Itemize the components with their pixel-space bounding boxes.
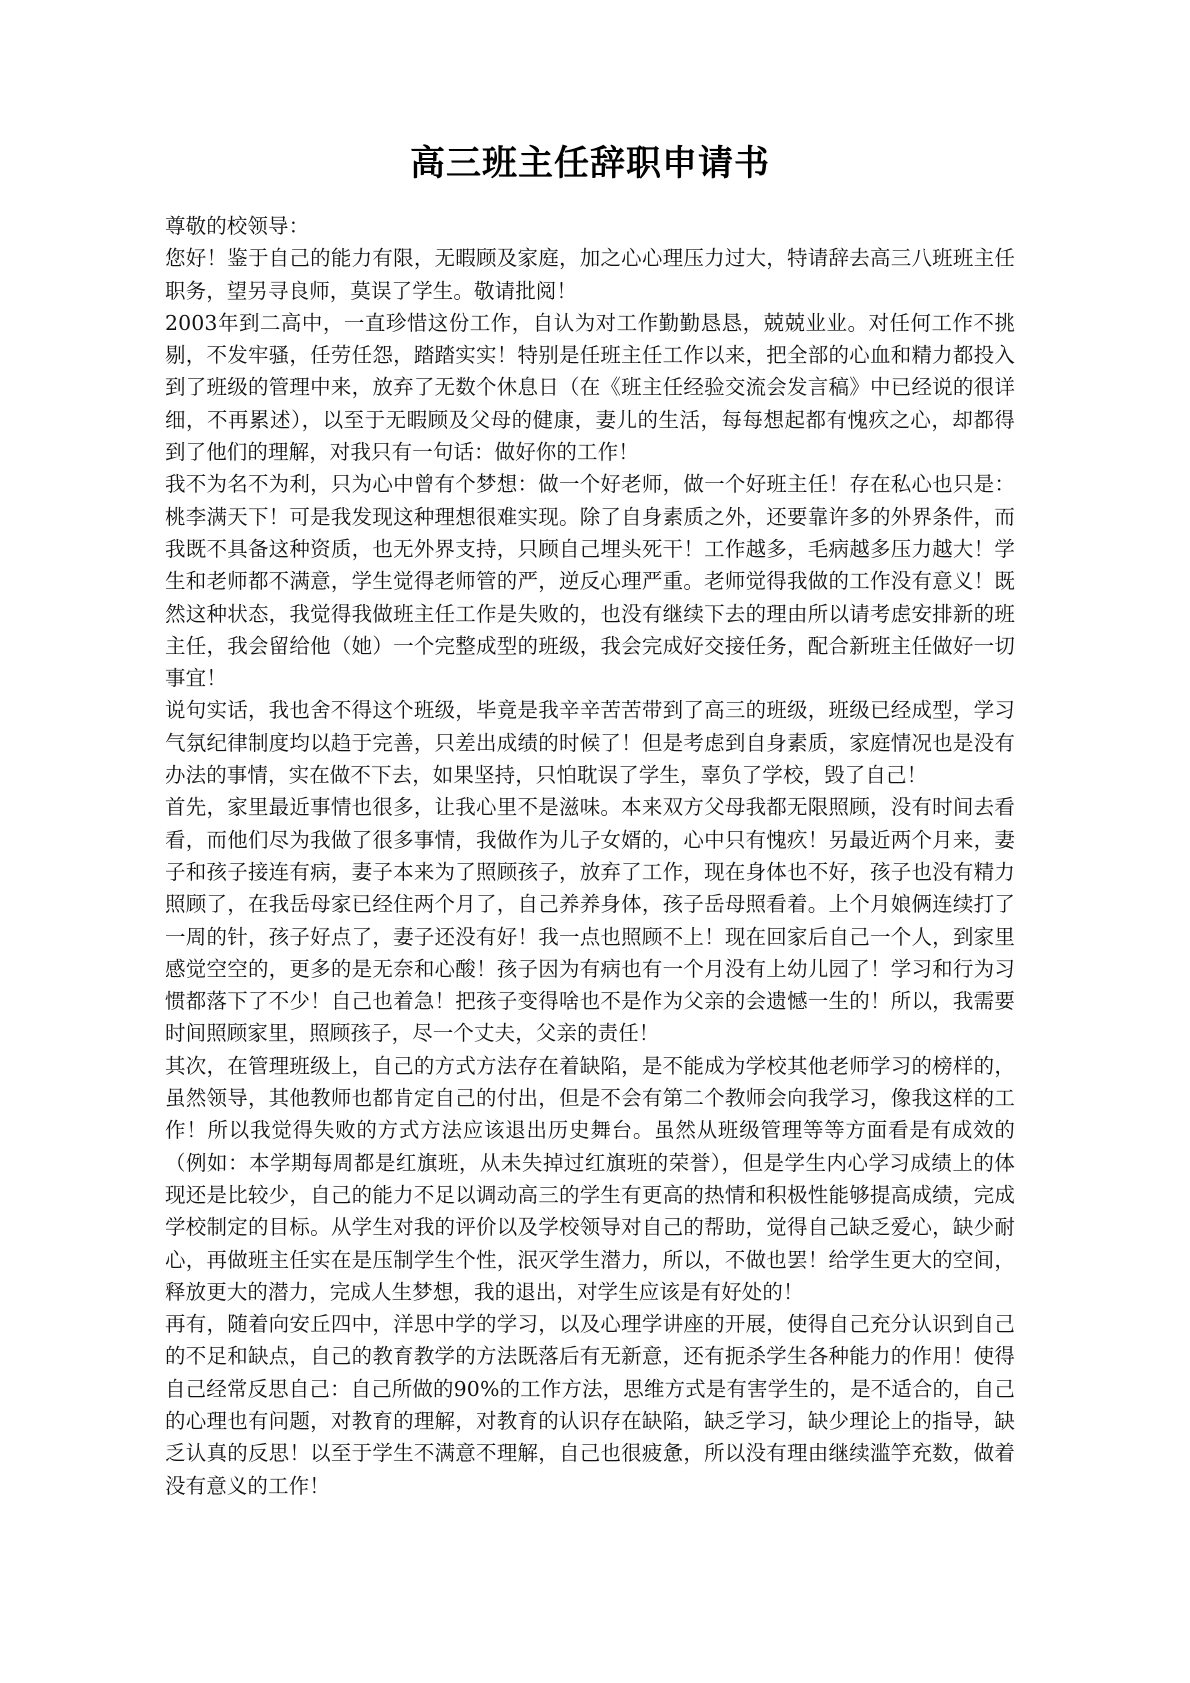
paragraph-reflection: 再有，随着向安丘四中，洋思中学的学习，以及心理学讲座的开展，使得自己充分认识到自己的不足和缺点，自己的教育教学的方法既落后有无新意，还有扼杀学生各种能力的作用！使得自己经常反思自己：自己所做的90%的工作方法，思维方式是有害学生的，是不适合的，自己的心理也有问题，对教育的理解，对教育的认识存在缺陷，缺乏学习，缺少理论上的指导，缺乏认真的反思！以至于学生不满意不理解，自己也很疲惫，所以没有理由继续滥竽充数，做着没有意义的工作！ [165, 1312, 1015, 1498]
paragraph-management: 其次，在管理班级上，自己的方式方法存在着缺陷，是不能成为学校其他老师学习的榜样的，虽然领导，其他教师也都肯定自己的付出，但是不会有第二个教师会向我学习，像我这样的工作！所以我觉得失败的方式方法应该退出历史舞台。虽然从班级管理等等方面看是有成效的（例如：本学期每周都是红旗班，从未失掉过红旗班的荣誉），但是学生内心学习成绩上的体现还是比较少，自己的能力不足以调动高三的学生有更高的热情和积极性能够提高成绩，完成学校制定的目标。从学生对我的评价以及学校领导对自己的帮助，觉得自己缺乏爱心，缺少耐心，再做班主任实在是压制学生个性，泯灭学生潜力，所以，不做也罢！给学生更大的空间，释放更大的潜力，完成人生梦想，我的退出，对学生应该是有好处的！ [165, 1053, 1015, 1304]
paragraph-reluctance: 说句实话，我也舍不得这个班级，毕竟是我辛辛苦苦带到了高三的班级，班级已经成型，学习气氛纪律制度均以趋于完善，只差出成绩的时候了！但是考虑到自身素质，家庭情况也是没有办法的事情，实在做不下去，如果坚持，只怕耽误了学生，辜负了学校，毁了自己！ [165, 698, 1015, 788]
paragraph-family: 首先，家里最近事情也很多，让我心里不是滋味。本来双方父母我都无限照顾，没有时间去看看，而他们尽为我做了很多事情，我做作为儿子女婿的，心中只有愧疚！另最近两个月来，妻子和孩子接连有病，妻子本来为了照顾孩子，放弃了工作，现在身体也不好，孩子也没有精力照顾了，在我岳母家已经住两个月了，自己养养身体，孩子岳母照看着。上个月娘俩连续打了一周的针，孩子好点了，妻子还没有好！我一点也照顾不上！现在回家后自己一个人，到家里感觉空空的，更多的是无奈和心酸！孩子因为有病也有一个月没有上幼儿园了！学习和行为习惯都落下了不少！自己也着急！把孩子变得啥也不是作为父亲的会遗憾一生的！所以，我需要时间照顾家里，照顾孩子，尽一个丈夫，父亲的责任！ [165, 795, 1015, 1046]
document-body [165, 140, 1015, 1502]
paragraph-opening: 您好！鉴于自己的能力有限，无暇顾及家庭，加之心心理压力过大，特请辞去高三八班班主任职务，望另寻良师，莫误了学生。敬请批阅！ [165, 246, 1015, 303]
paragraph-history: 2003年到二高中，一直珍惜这份工作，自认为对工作勤勤恳恳，兢兢业业。对任何工作不挑剔，不发牢骚，任劳任怨，踏踏实实！特别是任班主任工作以来，把全部的心血和精力都投入到了班级的管理中来，放弃了无数个休息日（在《班主任经验交流会发言稿》中已经说的很详细，不再累述），以至于无暇顾及父母的健康，妻儿的生活，每每想起都有愧疚之心，却都得到了他们的理解，对我只有一句话：做好你的工作！ [165, 310, 1015, 465]
paragraph-ideal: 我不为名不为利，只为心中曾有个梦想：做一个好老师，做一个好班主任！存在私心也只是：桃李满天下！可是我发现这种理想很难实现。除了自身素质之外，还要靠许多的外界条件，而我既不具备这种资质，也无外界支持，只顾自己埋头死干！工作越多，毛病越多压力越大！学生和老师都不满意，学生觉得老师管的严，逆反心理严重。老师觉得我做的工作没有意义！既然这种状态，我觉得我做班主任工作是失败的，也没有继续下去的理由所以请考虑安排新的班主任，我会留给他（她）一个完整成型的班级，我会完成好交接任务，配合新班主任做好一切事宜！ [165, 472, 1015, 691]
paragraph-salutation: 尊敬的校领导： [165, 214, 310, 238]
page-title: 高三班主任辞职申请书 [409, 143, 770, 184]
